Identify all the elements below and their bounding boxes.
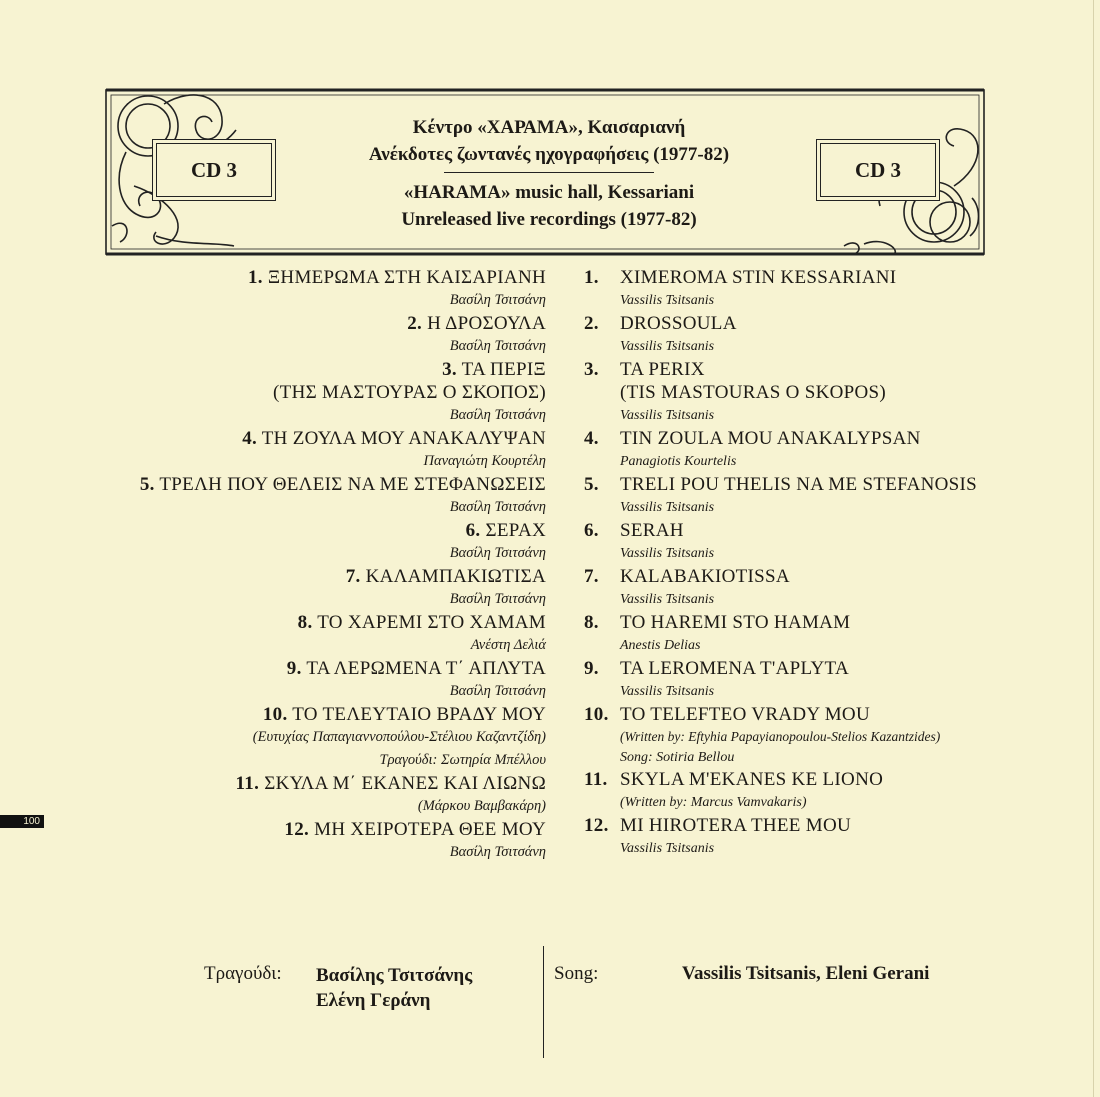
track-number: 11. xyxy=(235,773,260,794)
list-item xyxy=(60,427,546,473)
english-subtitle: Unreleased live recordings (1977-82) xyxy=(401,209,697,230)
track-credit: Vassilis Tsitsanis xyxy=(620,339,715,354)
list-item xyxy=(60,266,546,312)
greek-song-label: Τραγούδι: xyxy=(204,963,282,984)
track-number: 7. xyxy=(345,566,361,587)
list-item xyxy=(584,703,1054,768)
track-credit: Βασίλη Τσιτσάνη xyxy=(449,591,546,607)
credits-divider xyxy=(543,946,544,1058)
title-divider xyxy=(444,172,654,173)
list-item xyxy=(584,814,1054,860)
track-title: ΤΟ ΤΕΛΕΥΤΑΙΟ ΒΡΑΔΥ ΜΟΥ xyxy=(292,704,546,725)
track-title: ΚΑΛΑΜΠΑΚΙΩΤΙΣΑ xyxy=(365,566,546,587)
list-item xyxy=(60,565,546,611)
track-number: 9. xyxy=(584,658,599,679)
list-item xyxy=(584,312,1054,358)
list-item xyxy=(584,427,1054,473)
track-number: 10. xyxy=(262,704,288,725)
track-title: ΤΟ ΧΑΡΕΜΙ ΣΤΟ ΧΑΜΑΜ xyxy=(317,612,546,633)
list-item xyxy=(60,519,546,565)
track-number: 2. xyxy=(584,313,599,334)
track-title: ΤΡΕΛΗ ΠΟΥ ΘΕΛΕΙΣ ΝΑ ΜΕ ΣΤΕΦΑΝΩΣΕΙΣ xyxy=(159,474,546,495)
list-item xyxy=(584,519,1054,565)
track-title: KALABAKIOTISSA xyxy=(620,566,790,587)
greek-subtitle: Ανέκδοτες ζωντανές ηχογραφήσεις (1977-82) xyxy=(368,144,730,165)
track-credit: Βασίλη Τσιτσάνη xyxy=(449,407,546,423)
track-title: SERAH xyxy=(620,520,684,541)
track-title: Η ΔΡΟΣΟΥΛΑ xyxy=(427,313,546,334)
list-item xyxy=(584,473,1054,519)
track-title: TO TELEFTEO VRADY MOU xyxy=(620,704,870,725)
list-item xyxy=(584,657,1054,703)
track-number: 4. xyxy=(242,428,258,449)
track-title: SKYLA M'EKANES KE LIONO xyxy=(620,769,884,790)
track-title: TRELI POU THELIS NA ME STEFANOSIS xyxy=(620,474,978,495)
track-credit: Vassilis Tsitsanis xyxy=(620,408,715,423)
track-number: 3. xyxy=(584,359,599,380)
list-item xyxy=(584,565,1054,611)
cd-label-left: CD 3 xyxy=(156,143,272,197)
english-song-label: Song: xyxy=(554,963,599,984)
track-credit: Vassilis Tsitsanis xyxy=(620,592,715,607)
track-number: 7. xyxy=(584,566,599,587)
english-singer-names: Vassilis Tsitsanis, Eleni Gerani xyxy=(682,963,930,984)
list-item xyxy=(60,611,546,657)
list-item xyxy=(60,358,546,427)
track-credit: Vassilis Tsitsanis xyxy=(620,546,715,561)
track-credit: Vassilis Tsitsanis xyxy=(620,500,715,515)
track-title: TA PERIX xyxy=(620,359,705,380)
list-item xyxy=(60,818,546,864)
track-credit: Ανέστη Δελιά xyxy=(470,637,546,653)
track-title: ΤΑ ΠΕΡΙΞ xyxy=(461,359,546,380)
list-item xyxy=(584,768,1054,814)
track-number: 6. xyxy=(584,520,599,541)
track-number: 10. xyxy=(584,704,609,725)
page-edge-line xyxy=(1093,0,1094,1097)
page-number: 100 xyxy=(0,815,44,828)
track-singer-credit: Τραγούδι: Σωτηρία Μπέλλου xyxy=(379,752,546,768)
track-title: ΤΗ ΖΟΥΛΑ ΜΟΥ ΑΝΑΚΑΛΥΨΑΝ xyxy=(261,428,546,449)
track-title: ΜΗ ΧΕΙΡΟΤΕΡΑ ΘΕΕ ΜΟΥ xyxy=(314,819,546,840)
track-number: 5. xyxy=(139,474,155,495)
track-title: ΣΚΥΛΑ Μ΄ ΕΚΑΝΕΣ ΚΑΙ ΛΙΩΝΩ xyxy=(264,773,546,794)
list-item xyxy=(584,358,1054,427)
track-credit: Βασίλη Τσιτσάνη xyxy=(449,545,546,561)
list-item xyxy=(60,473,546,519)
track-credit: Βασίλη Τσιτσάνη xyxy=(449,844,546,860)
track-number: 12. xyxy=(284,819,310,840)
track-credit: Vassilis Tsitsanis xyxy=(620,293,715,308)
track-credit: Παναγιώτη Κουρτέλη xyxy=(423,453,546,469)
track-number: 11. xyxy=(584,769,608,790)
track-number: 12. xyxy=(584,815,609,836)
cd-label-right: CD 3 xyxy=(820,143,936,197)
track-credit: Vassilis Tsitsanis xyxy=(620,684,715,699)
track-title: TIN ZOULA MOU ANAKALYPSAN xyxy=(620,428,921,449)
track-number: 5. xyxy=(584,474,599,495)
track-credit: Βασίλη Τσιτσάνη xyxy=(449,338,546,354)
track-number: 1. xyxy=(584,267,599,288)
track-title: XIMEROMA STIN KESSARIANI xyxy=(620,267,897,288)
banner-titles xyxy=(304,114,794,233)
list-item xyxy=(60,703,546,772)
english-tracklist xyxy=(584,266,1054,860)
singer-name: Βασίλης Τσιτσάνης xyxy=(316,965,473,986)
track-number: 2. xyxy=(407,313,423,334)
track-number: 4. xyxy=(584,428,599,449)
track-title: DROSSOULA xyxy=(620,313,737,334)
list-item xyxy=(584,266,1054,312)
track-credit: (Written by: Marcus Vamvakaris) xyxy=(620,795,807,810)
track-title: ΣΕΡΑΧ xyxy=(485,520,546,541)
track-credit: (Written by: Eftyhia Papayianopoulou-Stelios Kazantzides) xyxy=(620,729,941,744)
track-subtitle: (ΤΗΣ ΜΑΣΤΟΥΡΑΣ Ο ΣΚΟΠΟΣ) xyxy=(273,382,546,403)
english-venue-title: «HARAMA» music hall, Kessariani xyxy=(403,182,695,203)
list-item xyxy=(60,657,546,703)
track-singer-credit: Song: Sotiria Bellou xyxy=(620,750,735,765)
track-credit: Βασίλη Τσιτσάνη xyxy=(449,292,546,308)
track-credit: (Ευτυχίας Παπαγιαννοπούλου-Στέλιου Καζαντζίδη) xyxy=(252,729,546,745)
list-item xyxy=(584,611,1054,657)
track-title: TA LEROMENA T'APLYTA xyxy=(620,658,849,679)
greek-venue-title: Κέντρο «ΧΑΡΑΜΑ», Καισαριανή xyxy=(412,117,686,138)
track-title: TO HAREMI STO HAMAM xyxy=(620,612,851,633)
singer-name: Ελένη Γεράνη xyxy=(316,990,431,1011)
list-item xyxy=(60,312,546,358)
track-credit: Βασίλη Τσιτσάνη xyxy=(449,499,546,515)
track-number: 8. xyxy=(584,612,599,633)
track-credit: Panagiotis Kourtelis xyxy=(620,454,737,469)
track-number: 6. xyxy=(465,520,481,541)
track-number: 1. xyxy=(247,267,263,288)
track-subtitle: (TIS MASTOURAS O SKOPOS) xyxy=(620,382,887,403)
track-credit: Vassilis Tsitsanis xyxy=(620,841,715,856)
track-credit: Βασίλη Τσιτσάνη xyxy=(449,683,546,699)
track-number: 9. xyxy=(286,658,302,679)
track-credit: (Μάρκου Βαμβακάρη) xyxy=(417,798,546,814)
track-number: 3. xyxy=(442,359,457,380)
track-title: MI HIROTERA THEE MOU xyxy=(620,815,852,836)
greek-singer-names xyxy=(316,963,472,1013)
greek-tracklist xyxy=(60,266,546,864)
list-item xyxy=(60,772,546,818)
track-credit: Anestis Delias xyxy=(620,638,701,653)
track-title: ΤΑ ΛΕΡΩΜΕΝΑ Τ΄ ΑΠΛΥΤΑ xyxy=(306,658,546,679)
track-number: 8. xyxy=(297,612,313,633)
track-title: ΞΗΜΕΡΩΜΑ ΣΤΗ ΚΑΙΣΑΡΙΑΝΗ xyxy=(267,267,546,288)
header-banner xyxy=(104,86,986,258)
